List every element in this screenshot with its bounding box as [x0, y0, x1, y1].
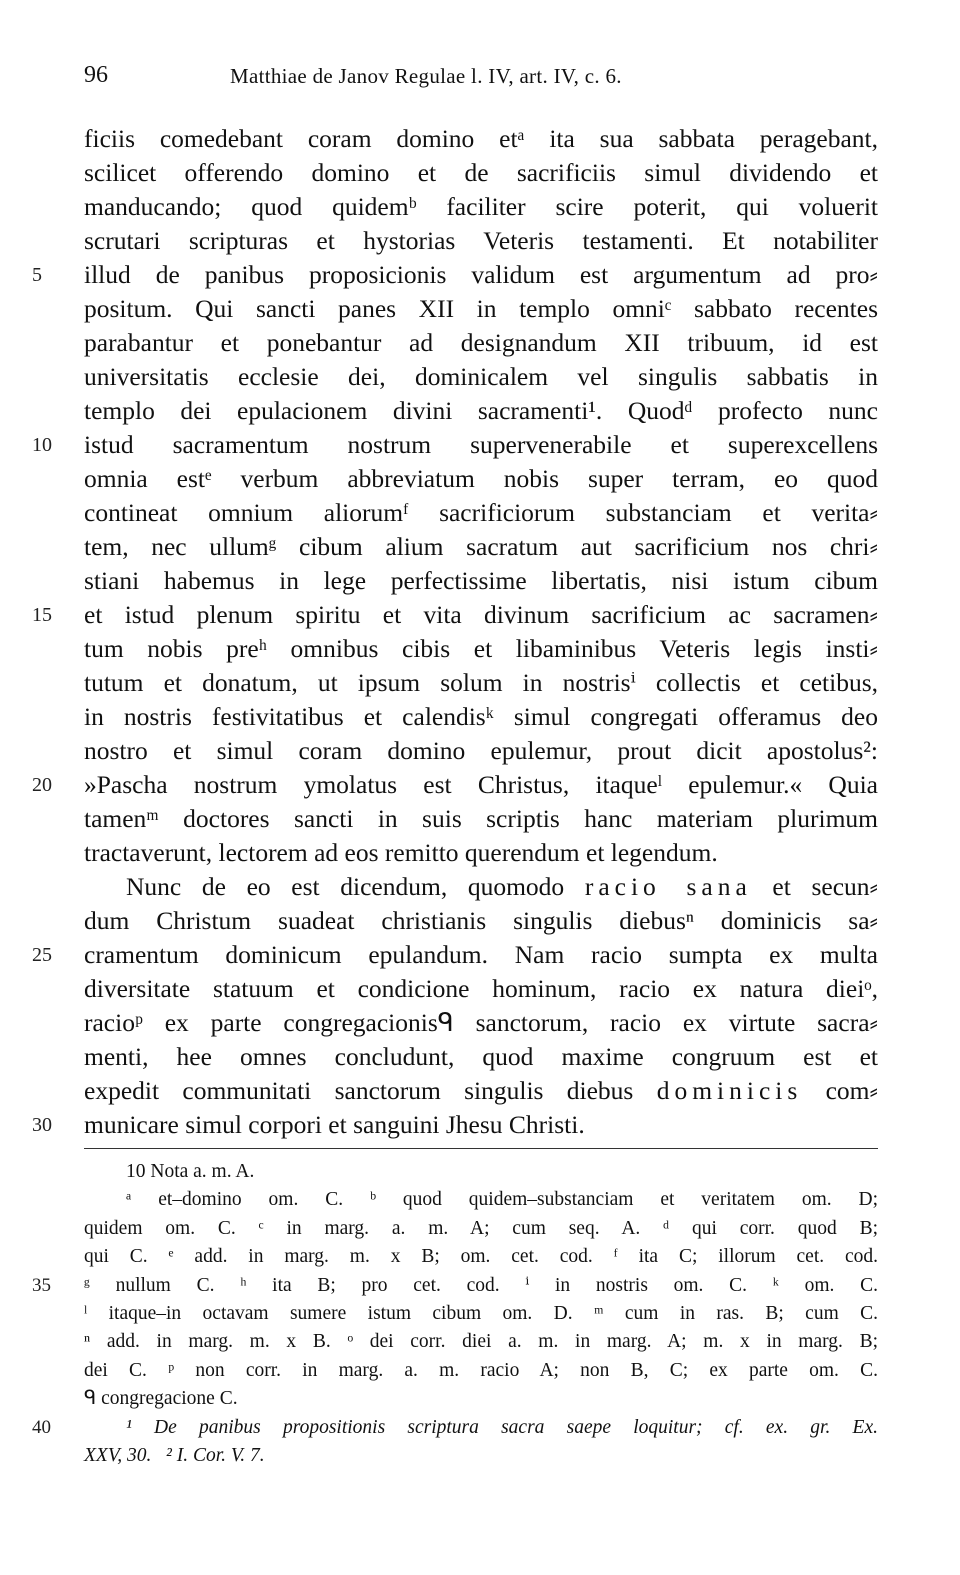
critical-apparatus: [32, 1158, 879, 1470]
text-line: ficiis comedebant coram domino etᵃ ita sua sabbata peragebant,: [84, 124, 878, 153]
text-line: 25 cramentum dominicum epulandum. Nam racio sumpta ex multa: [84, 938, 878, 972]
text-line: tem, nec ullumᵍ cibum alium sacratum aut sacrificium nos chri⸗: [84, 532, 878, 561]
text-line: nostro et simul coram domino epulemur, prout dicit apostolus²:: [84, 736, 878, 765]
text-line: 5 illud de panibus proposicionis validum est argumentum ad pro⸗: [84, 258, 878, 292]
text-line: 10 istud sacramentum nostrum supervenerabile et superexcellens: [84, 428, 878, 462]
footnote-line: 10 Nota a. m. A.: [126, 1161, 255, 1182]
text-line: tum nobis preʰ omnibus cibis et libaminibus Veteris legis insti⸗: [84, 634, 878, 663]
text-line: positum. Qui sancti panes XII in templo omniᶜ sabbato recentes: [84, 294, 878, 323]
footnote-line: 40 ¹ De panibus propositionis scriptura sacra saepe loquitur; cf. ex. gr. Ex.: [84, 1414, 878, 1442]
spaced-emphasis: dominicis: [656, 1076, 803, 1105]
text-line: dum Christum suadeat christianis singulis diebusⁿ dominicis sa⸗: [84, 906, 878, 935]
text-line: parabantur et ponebantur ad designandum XII tribuum, id est: [84, 328, 878, 357]
text-line: contineat omnium aliorumᶠ sacrificiorum substanciam et verita⸗: [84, 498, 878, 527]
text-line: menti, hee omnes concludunt, quod maxime congruum est et: [84, 1042, 878, 1071]
footnote-line: ᵃ et–domino om. C. ᵇ quod quidem–substanciam et veritatem om. D;: [126, 1189, 878, 1211]
text-line: 15 et istud plenum spiritu et vita divinum sacrificium ac sacramen⸗: [84, 598, 878, 632]
text-line: in nostris festivitatibus et calendisᵏ simul congregati offeramus deo: [84, 702, 878, 731]
text-line: tamenᵐ doctores sancti in suis scriptis hanc materiam plurimum: [84, 804, 878, 833]
page-header: [84, 62, 884, 96]
spaced-emphasis: racio sana: [584, 872, 752, 901]
main-text: [32, 122, 879, 1142]
line-number: 30: [32, 1114, 52, 1136]
line-number: 40: [32, 1416, 51, 1438]
text-line: tutum et donatum, ut ipsum solum in nostrisⁱ collectis et cetibus,: [84, 668, 878, 697]
line-number: 20: [32, 774, 52, 796]
text-line: manducando; quod quidemᵇ faciliter scire poterit, qui voluerit: [84, 192, 878, 221]
line-number: 15: [32, 604, 52, 626]
page-number: 96: [84, 62, 108, 88]
footnote-rule: [84, 1148, 878, 1149]
footnote-line: quidem om. C. ᶜ in marg. a. m. A; cum seq. A. ᵈ qui corr. quod B;: [84, 1217, 878, 1239]
line-number: 10: [32, 434, 52, 456]
line-number: 25: [32, 944, 52, 966]
footnote-line: qui C. ᵉ add. in marg. m. x B; om. cet. cod. ᶠ ita C; illorum cet. cod.: [84, 1246, 879, 1268]
footnote-line: ˡ itaque–in octavam sumere istum cibum om. D. ᵐ cum in ras. B; cum C.: [84, 1302, 879, 1324]
text-line: tractaverunt, lectorem ad eos remitto querendum et legendum.: [84, 838, 718, 867]
footnote-line: dei C. ᵖ non corr. in marg. a. m. racio A; non B, C; ex parte om. C.: [84, 1359, 878, 1381]
text-line: diversitate statuum et condicione hominum, racio ex natura dieiᵒ,: [84, 974, 878, 1003]
text-line: expedit communitati sanctorum singulis diebus dominicis com⸗: [84, 1076, 879, 1105]
text-line: templo dei epulacionem divini sacramenti¹. Quodᵈ profecto nunc: [84, 396, 878, 425]
text-line: scilicet offerendo domino et de sacrificiis simul dividendo et: [84, 158, 878, 187]
footnote-line: ᑫ congregacione C.: [84, 1388, 238, 1410]
line-number: 35: [32, 1274, 51, 1296]
text-line: omnia estᵉ verbum abbreviatum nobis super terram, eo quod: [84, 464, 878, 493]
text-line: universitatis ecclesie dei, dominicalem vel singulis sabbatis in: [84, 362, 878, 391]
text-line: racioᵖ ex parte congregacionisᑫ sanctorum, racio ex virtute sacra⸗: [84, 1008, 878, 1037]
text-line: stiani habemus in lege perfectissime libertatis, nisi istum cibum: [84, 566, 878, 595]
running-head: Matthiae de Janov Regulae l. IV, art. IV, c. 6.: [230, 64, 622, 88]
line-number: 5: [32, 264, 42, 286]
footnote-line: 35 ᵍ nullum C. ʰ ita B; pro cet. cod. ⁱ in nostris om. C. ᵏ om. C.: [84, 1272, 878, 1300]
text-line: scrutari scripturas et hystorias Veteris testamenti. Et notabiliter: [84, 226, 878, 255]
text-line: 20 »Pascha nostrum ymolatus est Christus, itaqueˡ epulemur.« Quia: [84, 768, 878, 802]
text-line: Nunc de eo est dicendum, quomodo racio sana et secun⸗: [126, 872, 879, 901]
footnote-line: ⁿ add. in marg. m. x B. ᵒ dei corr. diei a. m. in marg. A; m. x in marg. B;: [84, 1331, 879, 1353]
text-line: 30 municare simul corpori et sanguini Jhesu Christi.: [84, 1108, 878, 1142]
footnote-line: XXV, 30. ² I. Cor. V. 7.: [84, 1444, 265, 1466]
